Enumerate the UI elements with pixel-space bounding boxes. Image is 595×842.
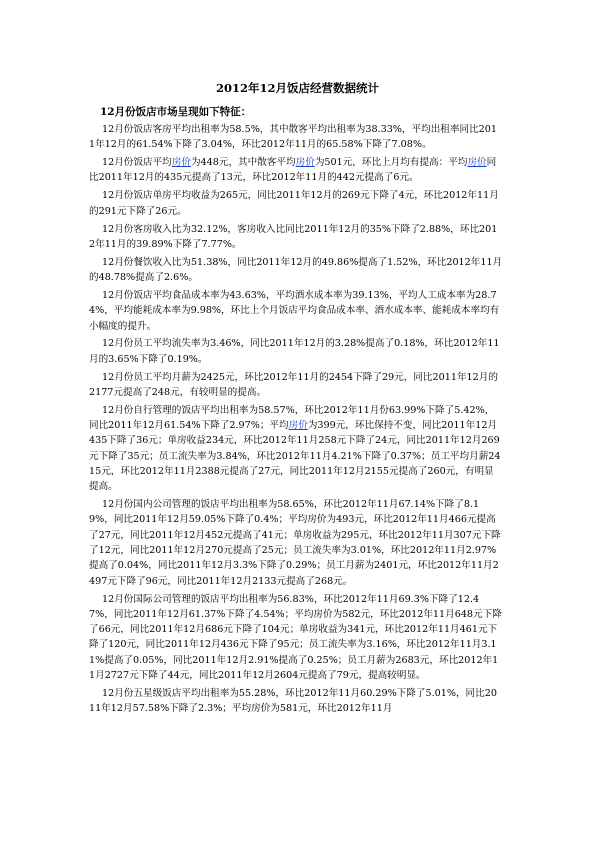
paragraph-text: 12月份餐饮收入比为51.38%，同比2011年12月的49.86%提高了1.52%，环比2012年11月的48.78%提高了2.6%。 [89, 256, 503, 284]
paragraph-text: 同比2011年12月的435元提高了13元，环比2012年11月的442元提高了6元。 [89, 157, 497, 184]
document-body [89, 122, 503, 719]
paragraph-text: 12月份五星级饭店平均出租率为55.28%，环比2012年11月60.29%下降了5.01%，同比2011年12月57.58%下降了2.3%；平均房价为581元，环比2012年11月 [89, 687, 497, 715]
room-rate-link[interactable]: 房价 [171, 157, 191, 169]
room-rate-link[interactable]: 房价 [467, 157, 487, 169]
paragraph-text: 12月份饭店平均食品成本率为43.63%，平均酒水成本率为39.13%，平均人工成本率为28.74%，平均能耗成本率为9.98%，环比上个月饭店平均食品成本率、酒水成本率、能耗成本率均有小幅度的提升。 [89, 289, 500, 332]
section-heading: 12月份饭店市场呈现如下特征： [100, 106, 252, 118]
paragraph-text: 12月份自行管理的饭店平均出租率为58.57%，环比2012年11月份63.99%下降了5.42%，同比2011年12月61.54%下降了2.97%；平均 [89, 404, 495, 432]
paragraph-text: 为501元，环比上月均有提高：平均 [314, 157, 468, 169]
document-title: 2012年12月饭店经营数据统计 [215, 81, 379, 95]
paragraph-text: 12月份国际公司管理的饭店平均出租率为56.83%，环比2012年11月69.3%下降了12.47%，同比2011年12月61.37%下降了4.54%；平均房价为582元，环比2012年11月648元下降了66元，同比2011年12月686元下降了104元；单房收益为341元，环比2012年11月461元下降了120元，同比2011年12月436元下降了95元；员工流失率为3.16%，环比2012年11月3.11%提高了0.05%，同比2011年12月2.91%提高了0.25%；员工月薪为2683元，环比2012年11月2727元下降了44元，同比2011年12月2604元提高了79元，提高较明显。 [89, 593, 502, 682]
paragraph [89, 403, 503, 495]
paragraph-text: 12月份饭店客房平均出租率为58.5%，其中散客平均出租率为38.33%，平均出租率同比2011年12月的61.54%下降了3.04%，环比2012年11月的65.58%下降了7.08%。 [89, 124, 497, 151]
paragraph-text: 为448元，其中散客平均 [190, 157, 296, 169]
room-rate-link[interactable]: 房价 [288, 420, 308, 432]
room-rate-link[interactable]: 房价 [295, 157, 315, 169]
paragraph-text: 12月份员工平均流失率为3.46%，同比2011年12月的3.28%提高了0.18%，环比2012年11月的3.65%下降了0.19%。 [89, 338, 500, 365]
paragraph-text: 12月份饭店平均 [102, 157, 172, 169]
paragraph-text: 为399元，环比保持不变，同比2011年12月435下降了36元；单房收益234元，环比2012年11月258元下降了24元，同比2011年12月269元下降了35元；员工流失率为3.84%，环比2012年11月4.21%下降了0.37%；员工平均月薪2415元，环比2012年11月2388元提高了27元，同比2011年12月2155元提高了260元，有明显提高。 [89, 420, 501, 493]
paragraph [89, 222, 503, 253]
paragraph [89, 592, 503, 684]
paragraph [89, 497, 503, 589]
paragraph [89, 370, 503, 401]
paragraph [89, 336, 503, 367]
paragraph [89, 155, 503, 186]
paragraph [89, 288, 503, 334]
paragraph [89, 686, 503, 717]
paragraph [89, 255, 503, 286]
paragraph-text: 12月份国内公司管理的饭店平均出租率为58.65%，环比2012年11月67.14%下降了8.19%，同比2011年12月59.05%下降了0.4%；平均房价为493元，环比2012年11月466元提高了27元，同比2011年12月452元提高了41元；单房收益为295元，环比2012年11月307元下降了12元，同比2011年12月270元提高了25元；员工流失率为3.01%，环比2012年11月2.97%提高了0.04%，同比2011年12月3.3%下降了0.29%；员工月薪为2401元，环比2012年11月2497元下降了96元，同比2011年12月2133元提高了268元。 [89, 499, 501, 587]
paragraph-text: 12月份员工平均月薪为2425元，环比2012年11月的2454下降了29元，同比2011年12月的2177元提高了248元，有较明显的提高。 [89, 371, 498, 398]
paragraph-text: 12月份饭店单房平均收益为265元，同比2011年12月的269元下降了4元，环比2012年11月的291元下降了26元。 [89, 190, 499, 217]
paragraph [89, 188, 503, 219]
paragraph-text: 12月份客房收入比为32.12%，客房收入比同比2011年12月的35%下降了2.88%，环比2012年11月的39.89%下降了7.77%。 [89, 223, 498, 250]
paragraph [89, 122, 503, 153]
